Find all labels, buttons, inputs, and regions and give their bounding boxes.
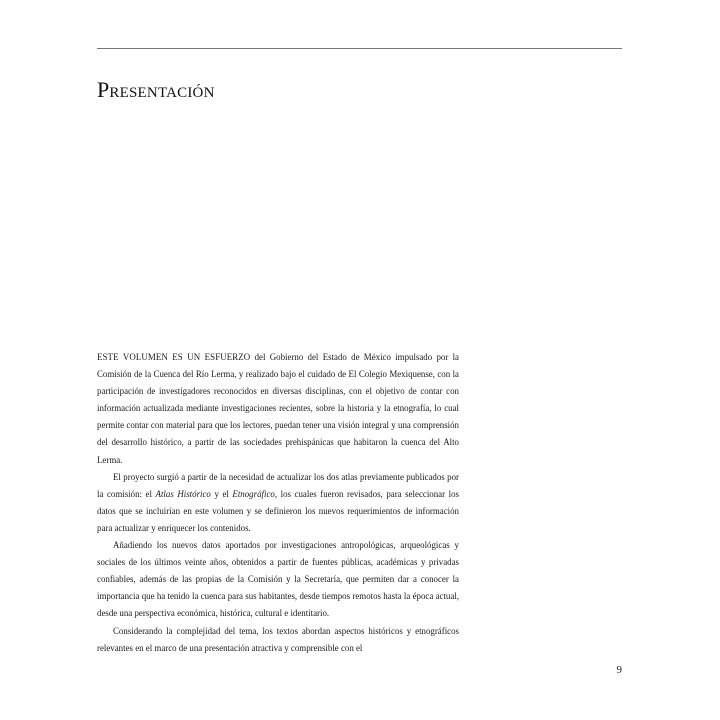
- paragraph-text: y el: [210, 488, 233, 499]
- book-title: Atlas Histórico: [155, 488, 211, 499]
- paragraph: [97, 469, 459, 537]
- paragraph-text: , los cuales fueron revisados, para seleccionar los datos que se incluirían en este volumen y se definieron los nuevos requerimientos de información para actualizar y enriquecer los contenidos.: [97, 488, 459, 533]
- paragraph: [97, 349, 459, 469]
- paragraph: [97, 537, 459, 622]
- book-title: Etnográfico: [232, 488, 275, 499]
- paragraph: [97, 623, 459, 657]
- paragraph-text: Considerando la complejidad del tema, los textos abordan aspectos históricos y etnográficos relevantes en el marco de una presentación atractiva y comprensible con el: [97, 625, 459, 653]
- page-number: 9: [616, 664, 622, 676]
- page-title: Presentación: [97, 77, 215, 102]
- paragraph-text: El proyecto surgió a partir de la necesidad de actualizar los dos atlas previamente publicados por la comisión: el: [97, 471, 459, 499]
- body-text: [97, 349, 459, 657]
- paragraph-text: Añadiendo los nuevos datos aportados por investigaciones antropológicas, arqueológicas y sociales de los últimos veinte años, obtenidos a partir de fuentes públicas, académicas y privadas confiables, además de las propias de la Comisión y la Secretaría, que permiten dar a conocer la importancia que ha tenido la cuenca para sus habitantes, desde tiempos remotos hasta la época actual, desde una perspectiva económica, histórica, cultural e identitario.: [97, 540, 459, 619]
- paragraph-text: del Gobierno del Estado de México impulsado por la Comisión de la Cuenca del Río Lerma, y realizado bajo el cuidado de El Colegio Mexiquense, con la participación de investigadores reconocidos en diversas disciplinas, con el objetivo de contar con información actualizada mediante investigaciones recientes, sobre la historia y la etnografía, lo cual permite contar con material para que los lectores, puedan tener una visión integral y una comprensión del desarrollo histórico, a partir de las sociedades prehispánicas que habitaron la cuenca del Alto Lerma.: [97, 352, 459, 465]
- header-rule: [97, 48, 622, 49]
- paragraph-lead: ESTE VOLUMEN ES UN ESFUERZO: [97, 352, 251, 362]
